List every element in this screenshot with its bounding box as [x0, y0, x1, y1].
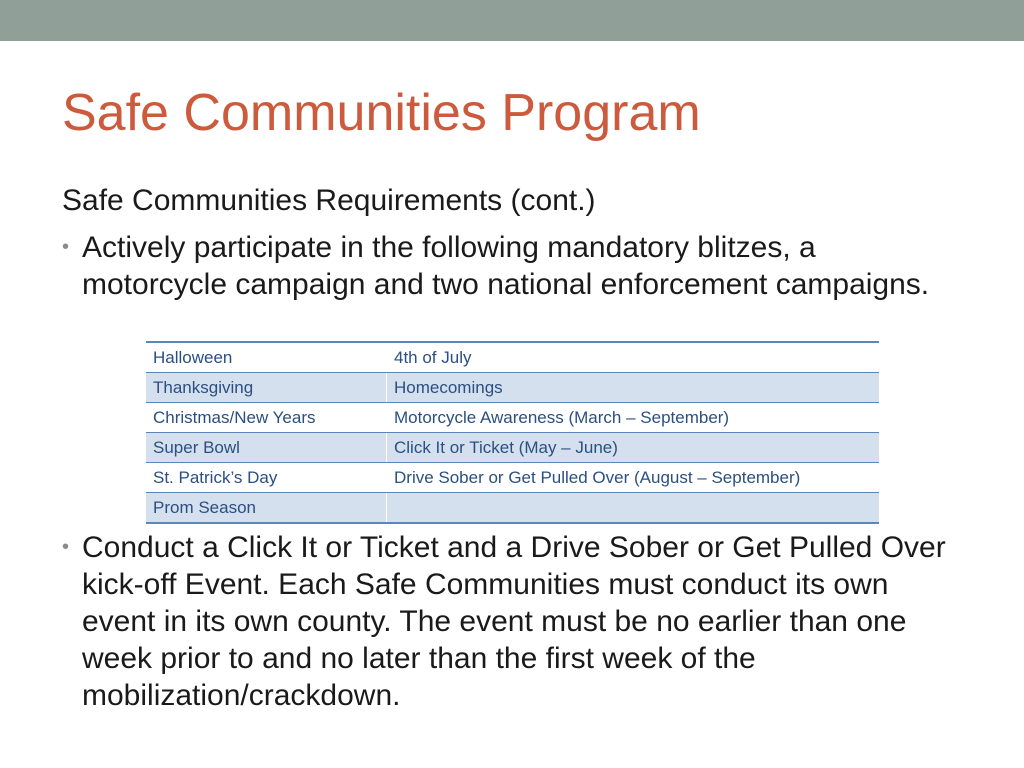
table-row: [146, 373, 879, 403]
table-row: [146, 342, 879, 373]
top-accent-bar: [0, 0, 1024, 41]
table-cell: Homecomings: [387, 373, 880, 403]
table-row: [146, 433, 879, 463]
slide-title: Safe Communities Program: [62, 84, 701, 142]
table-cell: Drive Sober or Get Pulled Over (August – September): [387, 463, 880, 493]
table-cell: Super Bowl: [146, 433, 387, 463]
table-cell: Thanksgiving: [146, 373, 387, 403]
table-cell: Prom Season: [146, 493, 387, 524]
bullet-item: [62, 229, 962, 303]
table-cell: [387, 493, 880, 524]
bullet-text: Actively participate in the following mandatory blitzes, a motorcycle campaign and two national enforcement campaigns.: [82, 231, 930, 301]
table-cell: Motorcycle Awareness (March – September): [387, 403, 880, 433]
table-cell: 4th of July: [387, 342, 880, 373]
table-row: [146, 403, 879, 433]
table-cell: Halloween: [146, 342, 387, 373]
table-row: [146, 463, 879, 493]
requirements-subheading: Safe Communities Requirements (cont.): [62, 184, 596, 217]
table-cell: Click It or Ticket (May – June): [387, 433, 880, 463]
bullet-dot: •: [62, 536, 70, 558]
bullet-text: Conduct a Click It or Ticket and a Drive Sober or Get Pulled Over kick-off Event. Each Safe Communities must conduct its own event in its own county. The event must be no earlier than one week prior to and no later than the first week of the mobilization/crackdown.: [82, 531, 946, 712]
bullet-item: [62, 529, 962, 714]
bullet-dot: •: [62, 236, 70, 258]
table-cell: St. Patrick’s Day: [146, 463, 387, 493]
blitz-table: [146, 341, 879, 524]
table-cell: Christmas/New Years: [146, 403, 387, 433]
table-row: [146, 493, 879, 524]
